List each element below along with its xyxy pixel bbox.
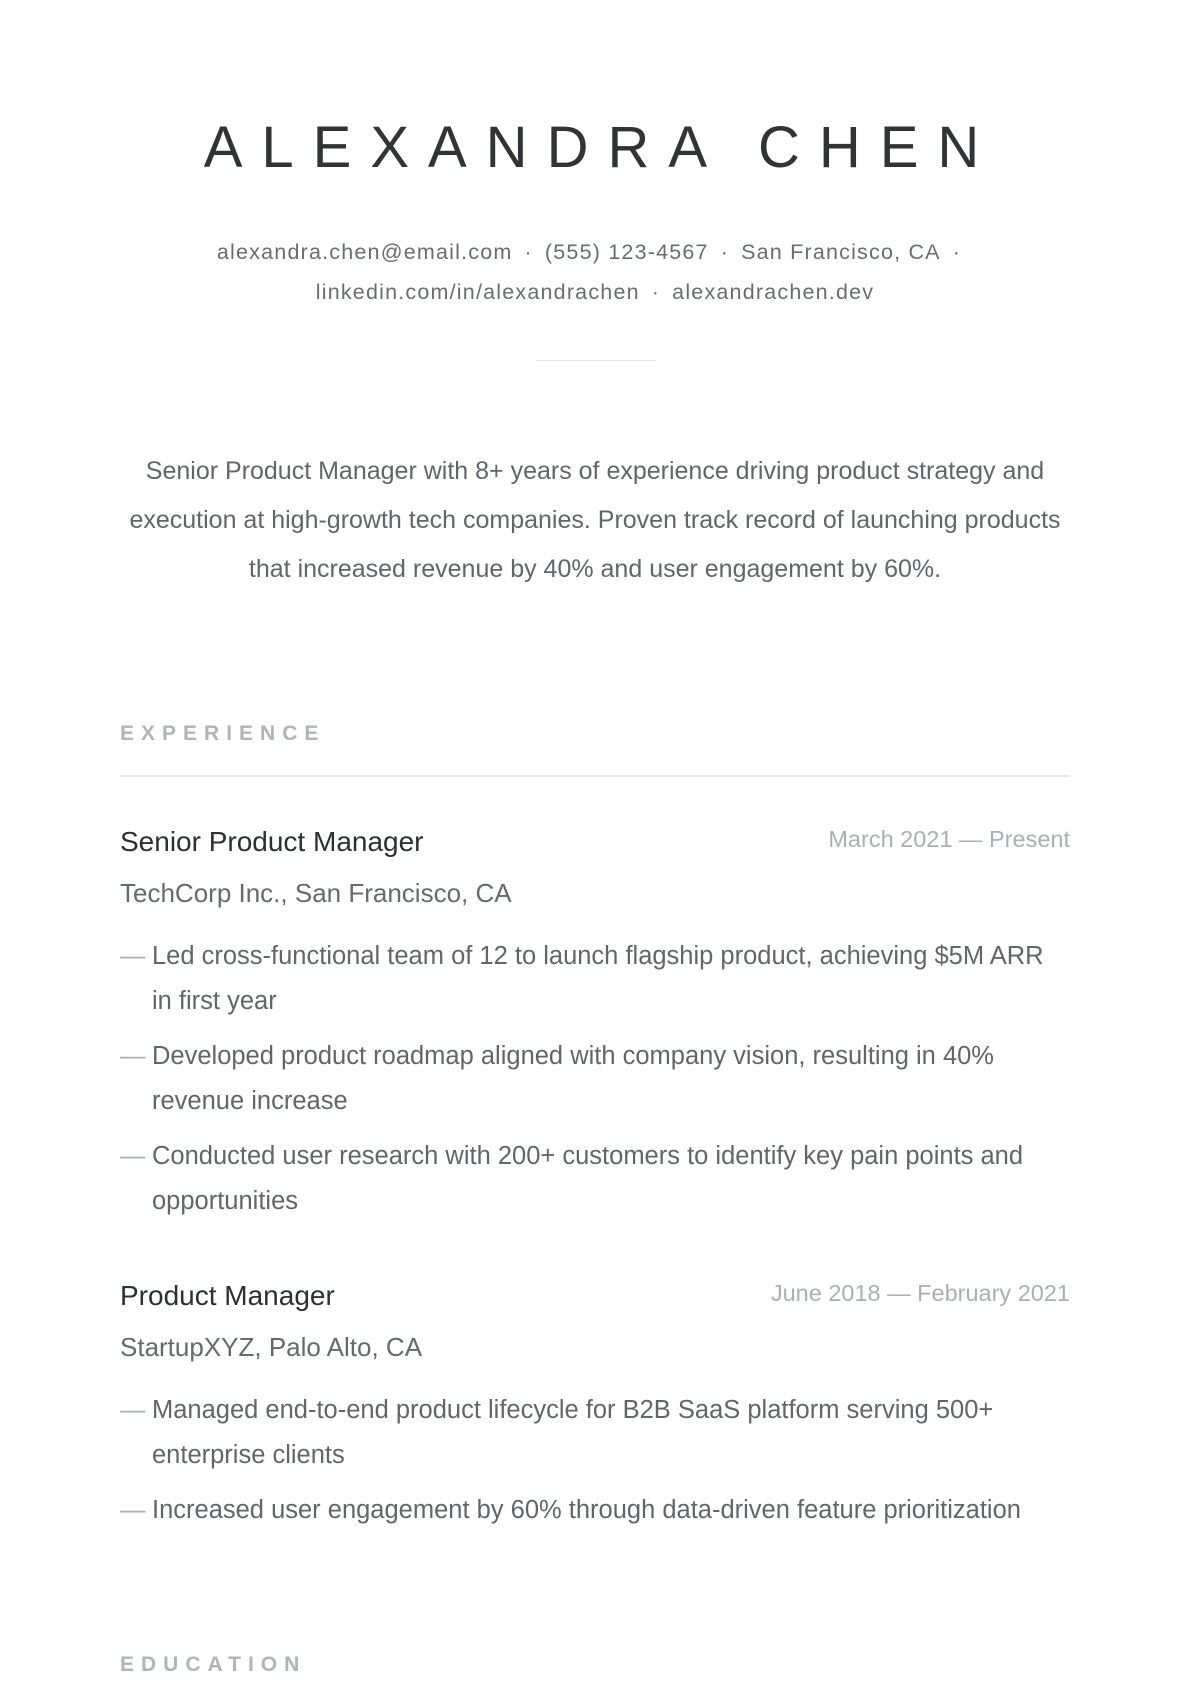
separator-dot: ·: [651, 280, 661, 304]
dash-icon: —: [120, 1042, 146, 1070]
bullet-text: Led cross-functional team of 12 to launch flagship product, achieving $5M ARR in first year: [152, 942, 1044, 1015]
bullet-text: Conducted user research with 200+ customers to identify key pain points and opportunities: [152, 1142, 1024, 1215]
dash-icon: —: [120, 1142, 146, 1170]
job-bullet: [120, 1134, 1070, 1224]
job-title: Senior Product Manager: [120, 826, 424, 857]
candidate-name: ALEXANDRA CHEN: [203, 115, 999, 180]
contact-website[interactable]: alexandrachen.dev: [672, 280, 875, 304]
job-bullet: [120, 1488, 1070, 1533]
separator-dot: ·: [952, 240, 962, 264]
contact-info: [200, 232, 990, 312]
separator-dot: ·: [720, 240, 730, 264]
job-bullet: [120, 1034, 1070, 1124]
section-title-experience: EXPERIENCE: [120, 722, 326, 745]
header-divider: [536, 360, 656, 361]
bullet-text: Increased user engagement by 60% through data-driven feature prioritization: [152, 1496, 1021, 1524]
contact-linkedin[interactable]: linkedin.com/in/alexandrachen: [315, 280, 640, 304]
section-divider: [120, 775, 1070, 777]
job-bullet: [120, 934, 1070, 1024]
dash-icon: —: [120, 1396, 146, 1424]
job-title: Product Manager: [120, 1280, 335, 1311]
job-dates: June 2018 — February 2021: [770, 1280, 1070, 1306]
contact-phone[interactable]: (555) 123-4567: [544, 240, 709, 264]
job-bullet: [120, 1388, 1070, 1478]
dash-icon: —: [120, 942, 146, 970]
bullet-text: Managed end-to-end product lifecycle for B2B SaaS platform serving 500+ enterprise clients: [152, 1396, 994, 1469]
separator-dot: ·: [524, 240, 533, 264]
job-company: TechCorp Inc., San Francisco, CA: [120, 878, 512, 908]
bullet-text: Developed product roadmap aligned with company vision, resulting in 40% revenue increase: [152, 1042, 994, 1115]
contact-email[interactable]: alexandra.chen@email.com: [216, 240, 513, 264]
dash-icon: —: [120, 1496, 146, 1524]
contact-location: San Francisco, CA: [741, 240, 941, 264]
section-title-education: EDUCATION: [120, 1653, 307, 1676]
professional-summary: Senior Product Manager with 8+ years of experience driving product strategy and execution at high-growth tech companies. Proven track record of launching products that increased revenue by 40% and user engagement by 60%.: [129, 457, 1061, 583]
job-company: StartupXYZ, Palo Alto, CA: [120, 1332, 423, 1362]
job-dates: March 2021 — Present: [828, 826, 1070, 852]
